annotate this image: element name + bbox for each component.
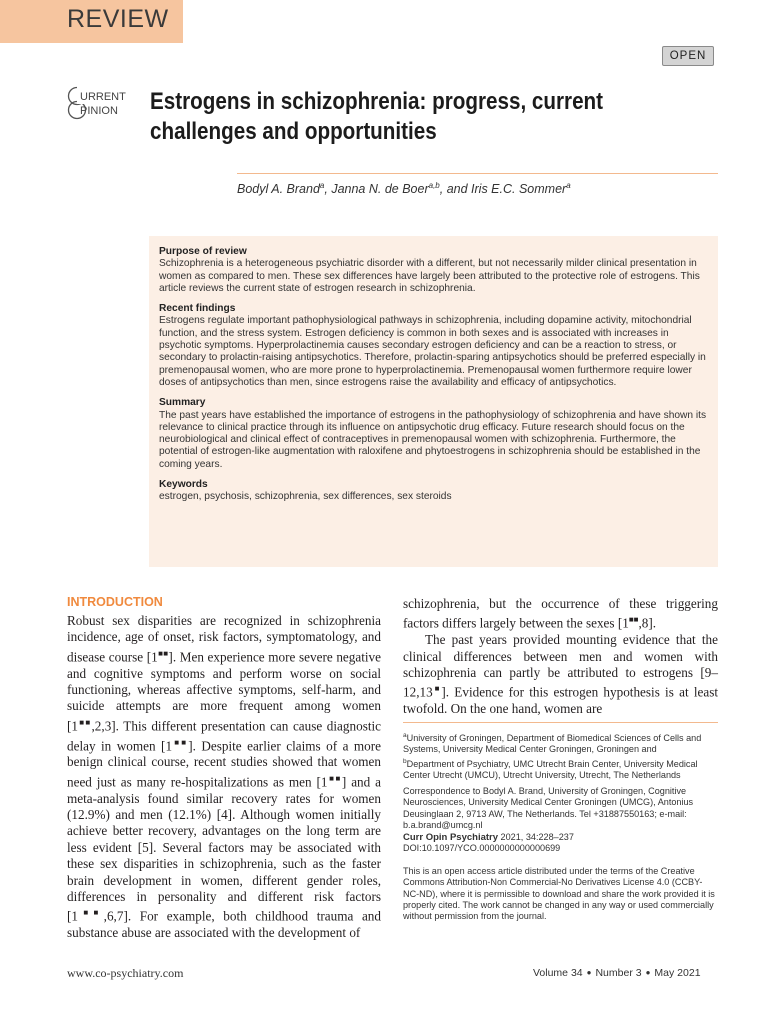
affiliation-b: Department of Psychiatry, UMC Utrecht Brain Center, University Medical Center Utrecht (UMCU), Utrecht University, Utrecht, The Netherlands — [403, 758, 698, 780]
purpose-text: Schizophrenia is a heterogeneous psychiatric disorder with a different, but not necessarily milder clinical presentation in women as compared to men. These sex differences have largely been attributed to the protective role of estrogens. This article reviews the current state of estrogen research in schizophrenia. — [159, 258, 700, 294]
citation-quality-marker: ■ — [432, 684, 442, 694]
author-list — [237, 181, 571, 196]
footnote-divider — [403, 722, 718, 723]
issue-number: Number 3 — [595, 967, 642, 979]
author-separator: , and — [439, 182, 472, 197]
text-run: ,6,7]. For example, both childhood trauma and substance abuse are associated with the development of — [67, 908, 381, 941]
section-tab — [0, 0, 183, 43]
author-name: Bodyl A. Brand — [237, 182, 320, 197]
author-affiliation: a,b — [428, 181, 440, 190]
doi-link[interactable]: DOI:10.1097/YCO.0000000000000699 — [403, 843, 561, 854]
citation-block — [403, 832, 718, 855]
text-run: The past years provided mounting evidence that the clinical differences between men and women with schizophrenia can partly be attributed to estrogens [9–12,13 — [403, 632, 718, 700]
text-run: ,2,3]. This different presentation can cause diagnostic delay in women [ — [67, 718, 382, 754]
text-run: 1 — [71, 718, 78, 734]
body-paragraph — [403, 596, 718, 632]
current-opinion-logo — [63, 86, 133, 120]
summary-heading: Summary — [159, 397, 206, 409]
citation-quality-marker: ■■ — [172, 737, 189, 747]
abstract-box — [149, 236, 718, 567]
text-run: 1 — [165, 738, 173, 754]
text-run: ]. Men experience more severe negative and cognitive symptoms and perform worse on social functioning, whereas affective symptoms, self-harm, and suicide attempts are more frequent among women [ — [67, 649, 381, 734]
findings-heading: Recent findings — [159, 303, 236, 315]
text-run: schizophrenia, but the occurrence of these triggering factors differs largely between the sexes [ — [403, 596, 718, 631]
issue-info — [533, 967, 701, 979]
separator-bullet: ● — [586, 968, 592, 977]
author-name: Iris E.C. Sommer — [471, 182, 567, 197]
authors-divider — [237, 173, 718, 174]
open-access-badge: OPEN — [662, 46, 714, 66]
text-run: 1 — [151, 649, 158, 665]
body-paragraph — [403, 632, 718, 717]
citation-quality-marker: ■■ — [628, 615, 639, 625]
text-run: ,8]. — [638, 615, 657, 631]
body-paragraph — [67, 613, 381, 942]
author-affiliation: a — [319, 181, 325, 190]
body-column-left — [67, 613, 381, 942]
author-affiliation: a — [566, 181, 571, 190]
keywords-heading: Keywords — [159, 479, 208, 491]
purpose-heading: Purpose of review — [159, 246, 247, 257]
citation-quality-marker: ■■ — [157, 648, 169, 658]
citation-quality-marker: ■■ — [78, 908, 104, 918]
logo-line1: URRENT — [80, 91, 126, 103]
body-column-right — [403, 596, 718, 718]
findings-text: Estrogens regulate important pathophysiological pathways in schizophrenia, including dopamine activity, mitochondrial function, and the stress system. Estrogen deficiency is common in both sexes and is associated with increases in psychotic symptoms. Hyperprolactinemia causes secondary estrogen deficiency and can be a reaction to stress, or secondary to prolactin-raising antipsychotics. Therefore, prolactin-sparing antipsychotics should be preferred especially in premenopausal women, who are more prone to hyperprolactinemia. Premenopausal women furthermore require lower doses of antipsychotics than men, since estrogens raise the availability and efficacy of antipsychotics. — [159, 315, 706, 388]
section-tab-label: REVIEW — [67, 5, 169, 33]
volume: Volume 34 — [533, 967, 583, 979]
text-run: 1 — [622, 615, 629, 631]
affiliations: $^a$University of Groningen, Department of Biomedical Sciences of Cells and Systems, University Medical Center Groningen, Groningen and $^b$Department of Psychiatry, UMC Utrecht Brain Center, University Medical Center Utrecht (UMCU), Utrecht University, Utrecht, The Netherlands — [403, 732, 702, 780]
text-run: 1 — [320, 774, 328, 790]
separator-bullet: ● — [645, 968, 651, 977]
section-heading: INTRODUCTION — [67, 595, 163, 609]
text-run: Robust sex disparities are recognized in schizophrenia incidence, age of onset, risk factors, symptomatology, and disease course [ — [67, 613, 381, 665]
citation-text: 2021, 34:228–237 — [498, 832, 574, 842]
summary-text: The past years have established the importance of estrogens in the pathophysiology of schizophrenia and have shown its relevance to clinical practice through its influence on antipsychotic drug efficacy. Future research should focus on the neurobiological and clinical effect of contraceptives in premenopausal women with schizophrenia. Furthermore, the potential of estrogen-like augmentation with raloxifene and phytoestrogens in schizophrenia should be established in the coming years. — [159, 409, 707, 470]
correspondence: Correspondence to Bodyl A. Brand, University of Groningen, Cognitive Neurosciences, University Medical Center Groningen (UMCG), Antonius Deusinglaan 2, 9713 AW, The Netherlands. Tel +31887550163; e-mail: b.a.brand@umcg.nl — [403, 786, 694, 830]
citation-quality-marker: ■■ — [78, 717, 92, 727]
keywords-text: estrogen, psychosis, schizophrenia, sex differences, sex steroids — [159, 491, 452, 503]
author-separator: , — [324, 182, 332, 197]
text-run: ] and a meta-analysis found similar recovery rates for women (12.9%) and men (12.1%) [4]. Although women initially achieve better recovery, advantages on the long term are less evident [5]. Several factors may be associated with these sex disparities in schizophrenia, such as the faster brain development in women, different gender roles, differences in personality and different risk factors [ — [67, 774, 381, 924]
logo-line2: PINION — [80, 105, 118, 117]
license-text: This is an open access article distributed under the terms of the Creative Commons Attribution-Non Commercial-No Derivatives License 4.0 (CCBY-NC-ND), where it is permissible to download and share the work provided it is properly cited. The work cannot be changed in any way or used commercially without permission from the journal. — [403, 866, 715, 922]
text-run: ]. Evidence for this estrogen hypothesis is at least twofold. On the one hand, women are — [403, 684, 719, 717]
journal-name: Curr Opin Psychiatry — [403, 832, 499, 843]
affiliation-a: University of Groningen, Department of Biomedical Sciences of Cells and Systems, University Medical Center Groningen, Groningen and — [403, 733, 702, 755]
text-run: ]. Despite earlier claims of a more benign clinical course, recent studies showed that women need just as many re-hospitalizations as men [ — [67, 738, 381, 790]
author-name: Janna N. de Boer — [331, 182, 429, 197]
citation-quality-marker: ■■ — [327, 773, 342, 783]
article-title: Estrogens in schizophrenia: progress, current challenges and opportunities — [150, 88, 604, 145]
journal-website-link[interactable]: www.co-psychiatry.com — [67, 966, 184, 980]
issue-date: May 2021 — [654, 967, 701, 979]
text-run: 1 — [71, 908, 78, 924]
